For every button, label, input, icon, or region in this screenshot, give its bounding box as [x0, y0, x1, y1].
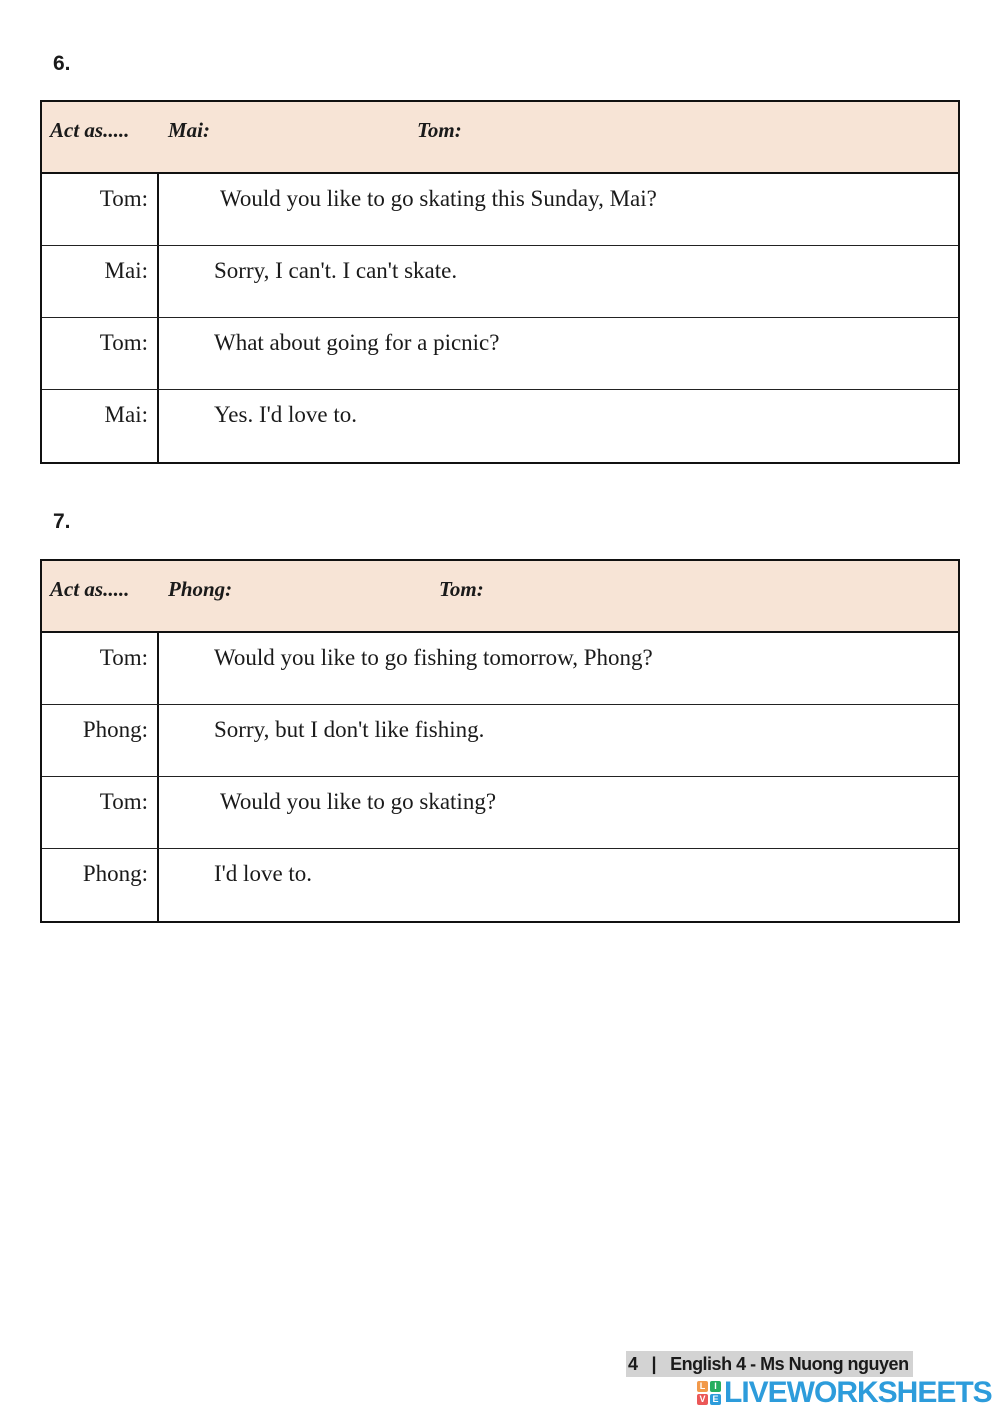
dialog-row	[42, 849, 958, 921]
dialog-row	[42, 390, 958, 462]
speaker-label: Tom:	[42, 318, 159, 389]
exercise-number: 7.	[53, 510, 71, 533]
logo-tile: L	[697, 1381, 708, 1392]
dialog-row	[42, 633, 958, 705]
dialog-table	[40, 100, 960, 464]
liveworksheets-brand[interactable]	[697, 1377, 992, 1409]
speaker-label: Mai:	[42, 390, 159, 462]
speaker-label: Tom:	[42, 777, 159, 848]
speaker-label: Tom:	[42, 174, 159, 245]
role-option-mai[interactable]: Mai:	[168, 118, 210, 142]
dialog-line: Yes. I'd love to.	[214, 402, 358, 427]
dialog-line: Would you like to go skating?	[220, 789, 497, 814]
dialog-line: I'd love to.	[214, 861, 313, 886]
logo-tile: E	[710, 1394, 721, 1405]
act-as-label: Act as.....	[50, 118, 130, 142]
speaker-label: Mai:	[42, 246, 159, 317]
page-footer	[626, 1351, 913, 1377]
dialog-line: Sorry, but I don't like fishing.	[214, 717, 485, 742]
role-option-phong[interactable]: Phong:	[168, 577, 233, 601]
role-header-row	[42, 561, 958, 633]
logo-tile: I	[710, 1381, 721, 1392]
footer-title: English 4 - Ms Nuong nguyen	[670, 1354, 909, 1374]
role-header-row	[42, 102, 958, 174]
speaker-label: Phong:	[42, 705, 159, 776]
dialog-row	[42, 174, 958, 246]
dialog-row	[42, 246, 958, 318]
dialog-line: What about going for a picnic?	[214, 330, 500, 355]
dialog-line: Would you like to go fishing tomorrow, Phong?	[214, 645, 653, 670]
dialog-row	[42, 777, 958, 849]
role-option-tom[interactable]: Tom:	[439, 577, 484, 601]
dialog-row	[42, 318, 958, 390]
dialog-line: Sorry, I can't. I can't skate.	[214, 258, 458, 283]
dialog-table	[40, 559, 960, 923]
act-as-label: Act as.....	[50, 577, 130, 601]
page-number: 4	[628, 1354, 638, 1374]
exercise-number: 6.	[53, 52, 71, 75]
speaker-label: Phong:	[42, 849, 159, 921]
liveworksheets-logo-icon	[697, 1381, 721, 1405]
role-option-tom[interactable]: Tom:	[417, 118, 462, 142]
dialog-row	[42, 705, 958, 777]
logo-tile: V	[697, 1394, 708, 1405]
speaker-label: Tom:	[42, 633, 159, 704]
footer-separator: |	[651, 1354, 657, 1374]
dialog-line: Would you like to go skating this Sunday, Mai?	[220, 186, 657, 211]
brand-name: LIVEWORKSHEETS	[724, 1376, 992, 1409]
